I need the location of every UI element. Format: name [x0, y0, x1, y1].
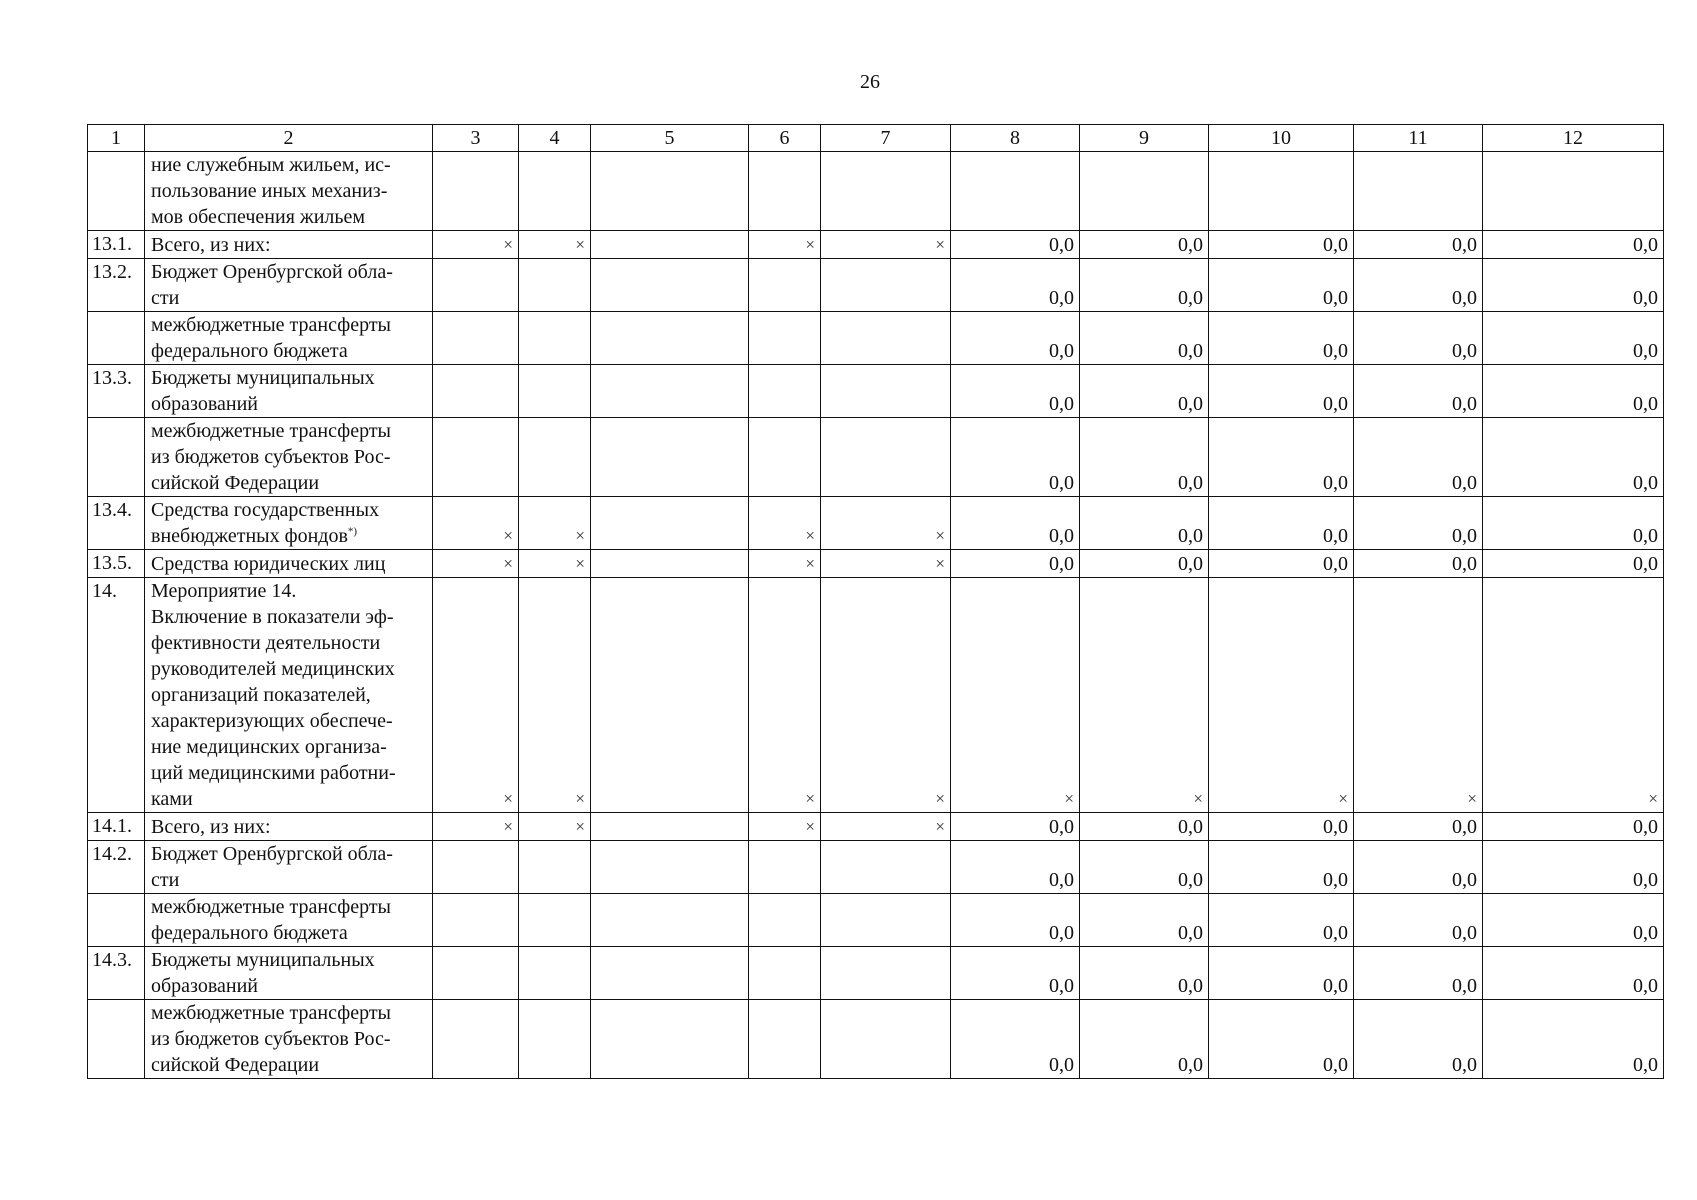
empty-cell — [591, 152, 749, 231]
row-label-text: Бюджеты муниципальных образований — [151, 949, 375, 997]
empty-cell — [1483, 152, 1664, 231]
empty-cell — [821, 312, 951, 365]
empty-cell — [591, 550, 749, 578]
empty-cell — [591, 1000, 749, 1079]
value-cell: 0,0 — [1080, 418, 1209, 497]
row-number: 13.4. — [88, 497, 145, 550]
value-cell: 0,0 — [1483, 550, 1664, 578]
cross-mark: × — [575, 817, 585, 836]
header-cell: 5 — [591, 125, 749, 152]
footnote-marker: *) — [347, 525, 358, 538]
value-cell: 0,0 — [951, 312, 1080, 365]
row-number: 13.3. — [88, 365, 145, 418]
empty-cell — [519, 365, 591, 418]
row-number: 14. — [88, 578, 145, 813]
value-cell: 0,0 — [951, 418, 1080, 497]
empty-cell — [749, 365, 821, 418]
empty-cell — [821, 418, 951, 497]
value-cell: 0,0 — [1354, 312, 1483, 365]
row-number: 13.5. — [88, 550, 145, 578]
cross-mark: × — [503, 554, 513, 573]
empty-cell — [821, 947, 951, 1000]
page-number: 26 — [860, 71, 880, 93]
row-label — [145, 947, 433, 1000]
row-label-text: Бюджет Оренбургской обла- сти — [151, 843, 393, 891]
value-cell: 0,0 — [951, 497, 1080, 550]
empty-cell — [433, 259, 519, 312]
value-cell: 0,0 — [1209, 841, 1354, 894]
empty-cell — [591, 813, 749, 841]
header-cell: 1 — [88, 125, 145, 152]
value-cell: 0,0 — [1354, 418, 1483, 497]
empty-cell — [749, 894, 821, 947]
table-row — [88, 152, 1664, 231]
value-cell: 0,0 — [1080, 231, 1209, 259]
table-row — [88, 578, 1664, 813]
empty-cell — [591, 418, 749, 497]
empty-cell — [591, 497, 749, 550]
not-applicable-cell — [821, 231, 951, 259]
table-row — [88, 1000, 1664, 1079]
not-applicable-cell — [519, 578, 591, 813]
value-cell: 0,0 — [951, 813, 1080, 841]
value-cell: 0,0 — [951, 1000, 1080, 1079]
header-cell: 12 — [1483, 125, 1664, 152]
header-cell: 2 — [145, 125, 433, 152]
empty-cell — [433, 312, 519, 365]
empty-cell — [749, 312, 821, 365]
row-label — [145, 550, 433, 578]
table-row — [88, 550, 1664, 578]
value-cell: 0,0 — [1483, 841, 1664, 894]
value-cell: 0,0 — [1080, 1000, 1209, 1079]
row-label-text: межбюджетные трансферты федерального бюджета — [151, 314, 391, 362]
value-cell: 0,0 — [951, 841, 1080, 894]
empty-cell — [433, 894, 519, 947]
value-cell: 0,0 — [1354, 813, 1483, 841]
value-cell: 0,0 — [1080, 947, 1209, 1000]
empty-cell — [519, 1000, 591, 1079]
value-cell: 0,0 — [1483, 312, 1664, 365]
not-applicable-cell — [519, 497, 591, 550]
cross-mark: × — [575, 789, 585, 808]
value-cell: 0,0 — [1080, 550, 1209, 578]
not-applicable-cell — [1483, 578, 1664, 813]
value-cell: 0,0 — [1080, 259, 1209, 312]
row-number: 13.2. — [88, 259, 145, 312]
row-number: 14.3. — [88, 947, 145, 1000]
cross-mark: × — [805, 235, 815, 254]
not-applicable-cell — [749, 578, 821, 813]
table-row — [88, 947, 1664, 1000]
value-cell: 0,0 — [1354, 365, 1483, 418]
table-row — [88, 312, 1664, 365]
row-label — [145, 1000, 433, 1079]
value-cell: 0,0 — [1483, 365, 1664, 418]
row-label-text: Бюджет Оренбургской обла- сти — [151, 261, 393, 309]
header-cell: 8 — [951, 125, 1080, 152]
not-applicable-cell — [519, 550, 591, 578]
row-label — [145, 152, 433, 231]
table-row — [88, 894, 1664, 947]
empty-cell — [519, 418, 591, 497]
value-cell: 0,0 — [1483, 231, 1664, 259]
empty-cell — [749, 841, 821, 894]
header-cell: 4 — [519, 125, 591, 152]
empty-cell — [591, 841, 749, 894]
cross-mark: × — [805, 526, 815, 545]
empty-cell — [519, 894, 591, 947]
row-label — [145, 312, 433, 365]
cross-mark: × — [935, 789, 945, 808]
value-cell: 0,0 — [951, 365, 1080, 418]
row-label — [145, 894, 433, 947]
value-cell: 0,0 — [1354, 259, 1483, 312]
not-applicable-cell — [821, 550, 951, 578]
cross-mark: × — [805, 789, 815, 808]
value-cell: 0,0 — [1080, 894, 1209, 947]
header-cell: 11 — [1354, 125, 1483, 152]
value-cell: 0,0 — [951, 947, 1080, 1000]
value-cell: 0,0 — [1354, 550, 1483, 578]
table-row — [88, 497, 1664, 550]
value-cell: 0,0 — [1209, 418, 1354, 497]
not-applicable-cell — [1080, 578, 1209, 813]
row-label-text: Мероприятие 14. Включение в показатели эф- фективности деятельности руководителей медицинских организаций показателей, характеризующих обеспече- ние медицинских организа- ций медицинскими работни- ками — [151, 580, 396, 810]
row-label-text: Средства юридических лиц — [151, 553, 386, 575]
value-cell: 0,0 — [1209, 894, 1354, 947]
empty-cell — [821, 152, 951, 231]
value-cell: 0,0 — [1209, 312, 1354, 365]
empty-cell — [749, 1000, 821, 1079]
row-number: 13.1. — [88, 231, 145, 259]
empty-cell — [591, 894, 749, 947]
empty-cell — [951, 152, 1080, 231]
value-cell: 0,0 — [1080, 841, 1209, 894]
row-number — [88, 1000, 145, 1079]
value-cell: 0,0 — [1209, 259, 1354, 312]
cross-mark: × — [1193, 789, 1203, 808]
header-cell: 10 — [1209, 125, 1354, 152]
row-label — [145, 259, 433, 312]
table-row — [88, 813, 1664, 841]
cross-mark: × — [935, 526, 945, 545]
row-label — [145, 578, 433, 813]
not-applicable-cell — [951, 578, 1080, 813]
empty-cell — [591, 947, 749, 1000]
value-cell: 0,0 — [1354, 231, 1483, 259]
header-cell: 3 — [433, 125, 519, 152]
row-number: 14.2. — [88, 841, 145, 894]
not-applicable-cell — [433, 550, 519, 578]
value-cell: 0,0 — [1209, 1000, 1354, 1079]
value-cell: 0,0 — [951, 259, 1080, 312]
budget-table — [87, 124, 1664, 1079]
table-row — [88, 841, 1664, 894]
row-label-text: Всего, из них: — [151, 234, 271, 256]
row-number — [88, 152, 145, 231]
value-cell: 0,0 — [1354, 894, 1483, 947]
table-row — [88, 365, 1664, 418]
value-cell: 0,0 — [1354, 841, 1483, 894]
cross-mark: × — [575, 554, 585, 573]
value-cell: 0,0 — [1209, 365, 1354, 418]
row-label-text: межбюджетные трансферты из бюджетов субъектов Рос- сийской Федерации — [151, 1002, 391, 1076]
cross-mark: × — [935, 554, 945, 573]
value-cell: 0,0 — [951, 894, 1080, 947]
empty-cell — [591, 578, 749, 813]
not-applicable-cell — [749, 550, 821, 578]
value-cell: 0,0 — [1209, 231, 1354, 259]
value-cell: 0,0 — [1483, 947, 1664, 1000]
cross-mark: × — [805, 554, 815, 573]
header-cell: 9 — [1080, 125, 1209, 152]
value-cell: 0,0 — [1354, 497, 1483, 550]
header-cell: 7 — [821, 125, 951, 152]
not-applicable-cell — [821, 497, 951, 550]
empty-cell — [519, 259, 591, 312]
not-applicable-cell — [749, 813, 821, 841]
value-cell: 0,0 — [1483, 497, 1664, 550]
table-row — [88, 231, 1664, 259]
empty-cell — [591, 365, 749, 418]
empty-cell — [433, 418, 519, 497]
value-cell: 0,0 — [1080, 813, 1209, 841]
empty-cell — [1209, 152, 1354, 231]
empty-cell — [821, 894, 951, 947]
row-label-text: ние служебным жильем, ис- пользование иных механиз- мов обеспечения жильем — [151, 154, 391, 228]
header-cell: 6 — [749, 125, 821, 152]
cross-mark: × — [503, 817, 513, 836]
value-cell: 0,0 — [1483, 1000, 1664, 1079]
value-cell: 0,0 — [1354, 1000, 1483, 1079]
empty-cell — [433, 365, 519, 418]
value-cell: 0,0 — [1209, 550, 1354, 578]
empty-cell — [519, 312, 591, 365]
cross-mark: × — [503, 789, 513, 808]
not-applicable-cell — [519, 813, 591, 841]
empty-cell — [433, 152, 519, 231]
row-label-text: Всего, из них: — [151, 816, 271, 838]
not-applicable-cell — [749, 231, 821, 259]
cross-mark: × — [935, 235, 945, 254]
empty-cell — [749, 259, 821, 312]
empty-cell — [519, 152, 591, 231]
empty-cell — [591, 259, 749, 312]
row-label — [145, 418, 433, 497]
not-applicable-cell — [1209, 578, 1354, 813]
value-cell: 0,0 — [1483, 813, 1664, 841]
row-label — [145, 365, 433, 418]
value-cell: 0,0 — [1080, 497, 1209, 550]
value-cell: 0,0 — [1483, 259, 1664, 312]
cross-mark: × — [1648, 789, 1658, 808]
cross-mark: × — [935, 817, 945, 836]
row-number: 14.1. — [88, 813, 145, 841]
value-cell: 0,0 — [1080, 365, 1209, 418]
empty-cell — [749, 947, 821, 1000]
row-label — [145, 813, 433, 841]
value-cell: 0,0 — [1354, 947, 1483, 1000]
row-label — [145, 841, 433, 894]
cross-mark: × — [503, 526, 513, 545]
not-applicable-cell — [433, 578, 519, 813]
empty-cell — [821, 841, 951, 894]
value-cell: 0,0 — [951, 550, 1080, 578]
cross-mark: × — [503, 235, 513, 254]
header-row — [88, 125, 1664, 152]
cross-mark: × — [1064, 789, 1074, 808]
not-applicable-cell — [821, 813, 951, 841]
empty-cell — [749, 418, 821, 497]
row-label-text: Бюджеты муниципальных образований — [151, 367, 375, 415]
cross-mark: × — [575, 235, 585, 254]
cross-mark: × — [1338, 789, 1348, 808]
empty-cell — [591, 231, 749, 259]
row-label — [145, 497, 433, 550]
not-applicable-cell — [1354, 578, 1483, 813]
value-cell: 0,0 — [951, 231, 1080, 259]
not-applicable-cell — [519, 231, 591, 259]
empty-cell — [1080, 152, 1209, 231]
empty-cell — [1354, 152, 1483, 231]
row-number — [88, 894, 145, 947]
empty-cell — [433, 1000, 519, 1079]
empty-cell — [749, 152, 821, 231]
value-cell: 0,0 — [1483, 894, 1664, 947]
empty-cell — [821, 365, 951, 418]
empty-cell — [433, 841, 519, 894]
row-label-text: Средства государственных внебюджетных фондов — [151, 499, 380, 547]
row-label-text: межбюджетные трансферты федерального бюджета — [151, 896, 391, 944]
empty-cell — [821, 1000, 951, 1079]
row-label-text: межбюджетные трансферты из бюджетов субъектов Рос- сийской Федерации — [151, 420, 391, 494]
empty-cell — [433, 947, 519, 1000]
not-applicable-cell — [749, 497, 821, 550]
row-label — [145, 231, 433, 259]
empty-cell — [519, 947, 591, 1000]
not-applicable-cell — [433, 231, 519, 259]
value-cell: 0,0 — [1080, 312, 1209, 365]
value-cell: 0,0 — [1209, 813, 1354, 841]
value-cell: 0,0 — [1209, 947, 1354, 1000]
empty-cell — [821, 259, 951, 312]
row-number — [88, 418, 145, 497]
cross-mark: × — [575, 526, 585, 545]
empty-cell — [591, 312, 749, 365]
row-number — [88, 312, 145, 365]
table-row — [88, 259, 1664, 312]
cross-mark: × — [805, 817, 815, 836]
not-applicable-cell — [433, 497, 519, 550]
cross-mark: × — [1467, 789, 1477, 808]
table-row — [88, 418, 1664, 497]
value-cell: 0,0 — [1483, 418, 1664, 497]
empty-cell — [519, 841, 591, 894]
not-applicable-cell — [433, 813, 519, 841]
value-cell: 0,0 — [1209, 497, 1354, 550]
not-applicable-cell — [821, 578, 951, 813]
